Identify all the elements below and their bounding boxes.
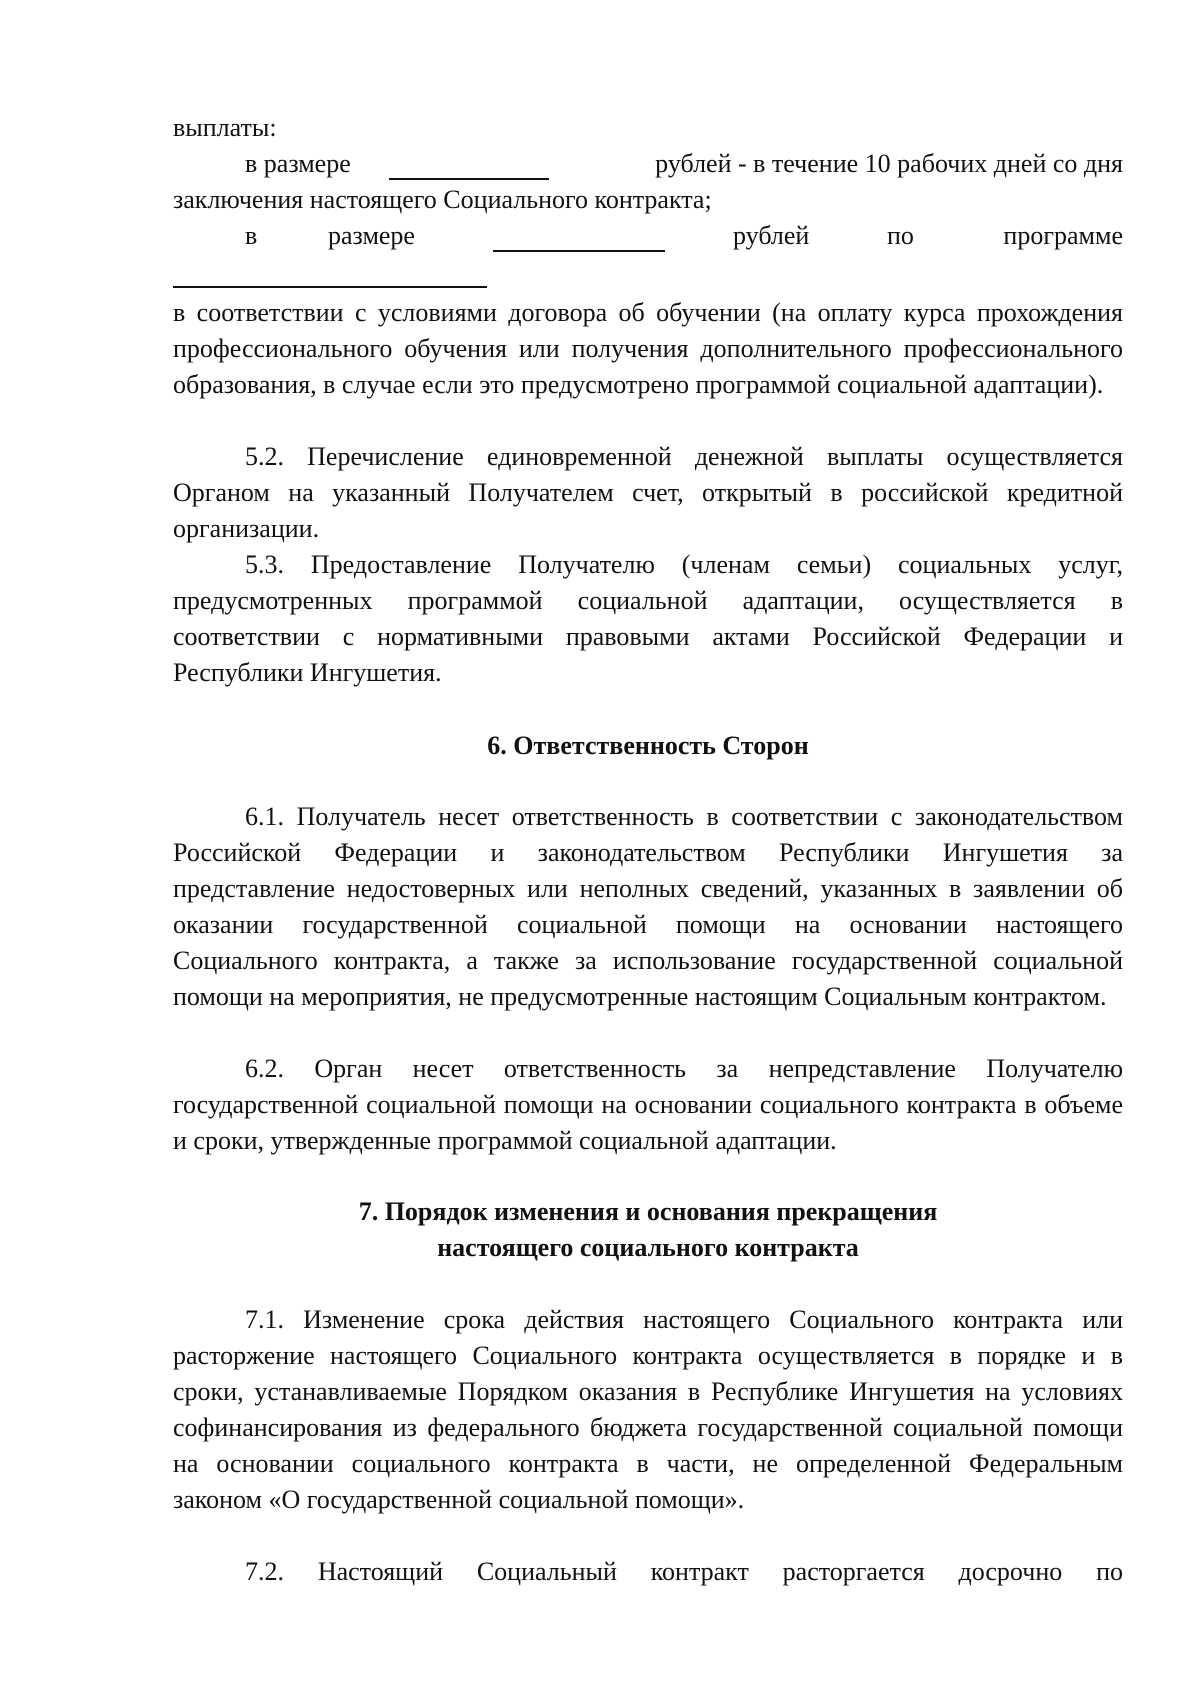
heading-section-7-line2: настоящего социального контракта	[437, 1233, 859, 1262]
paragraph-6-1: 6.1. Получатель несет ответственность в соответствии с законодательством Российской Федерации и законодательством Республики Ингушетия за представление недостоверных или неполных сведений, указанных в заявлении об оказании государственной социальной помощи на основании настоящего Социального контракта, а также за использование государственной социальной помощи на мероприятия, не предусмотренные настоящим Социальным контрактом.	[173, 802, 1123, 1011]
line-contract-conclusion: заключения настоящего Социального контракта;	[173, 185, 712, 214]
paragraph-training-terms: в соответствии с условиями договора об обучении (на оплату курса прохождения профессионального обучения или получения дополнительного профессионального образования, в случае если это предусмотрено программой социальной адаптации).	[173, 298, 1123, 399]
heading-section-6: 6. Ответственность Сторон	[487, 731, 809, 760]
word-v: в	[245, 221, 258, 250]
amount-terms: рублей - в течение 10 рабочих дней со дня	[655, 149, 1123, 178]
program-name-blank[interactable]	[173, 286, 487, 288]
paragraph-6-2: 6.2. Орган несет ответственность за непредставление Получателю государственной социальной помощи на основании социального контракта в объеме и сроки, утвержденные программой социальной адаптации.	[173, 1054, 1123, 1155]
paragraph-5-3: 5.3. Предоставление Получателю (членам семьи) социальных услуг, предусмотренных программой социальной адаптации, осуществляется в соответствии с нормативными правовыми актами Российской Федерации и Республики Ингушетия.	[173, 550, 1123, 687]
paragraph-5-2: 5.2. Перечисление единовременной денежной выплаты осуществляется Органом на указанный Получателем счет, открытый в российской кредитной организации.	[173, 442, 1123, 543]
word-rubley: рублей	[733, 221, 810, 250]
word-po: по	[887, 221, 914, 250]
paragraph-7-1: 7.1. Изменение срока действия настоящего Социального контракта или расторжение настоящего Социального контракта осуществляется в порядке и в сроки, устанавливаемые Порядком оказания в Республике Ингушетия на условиях софинансирования из федерального бюджета государственной социальной помощи на основании социального контракта в части, не определенной Федеральным законом «О государственной социальной помощи».	[173, 1305, 1123, 1514]
line-amount-10-days	[173, 146, 1123, 182]
word-programme: программе	[1003, 221, 1123, 250]
heading-section-7-line1: 7. Порядок изменения и основания прекращения	[358, 1197, 938, 1226]
line-amount-program	[173, 218, 1123, 254]
program-amount-blank[interactable]	[493, 224, 665, 262]
word-razmere: размере	[328, 221, 415, 250]
amount-label: в размере	[245, 149, 351, 178]
paragraph-7-2: 7.2. Настоящий Социальный контракт расторгается досрочно по	[245, 1557, 1123, 1586]
line-payments: выплаты:	[173, 113, 277, 142]
